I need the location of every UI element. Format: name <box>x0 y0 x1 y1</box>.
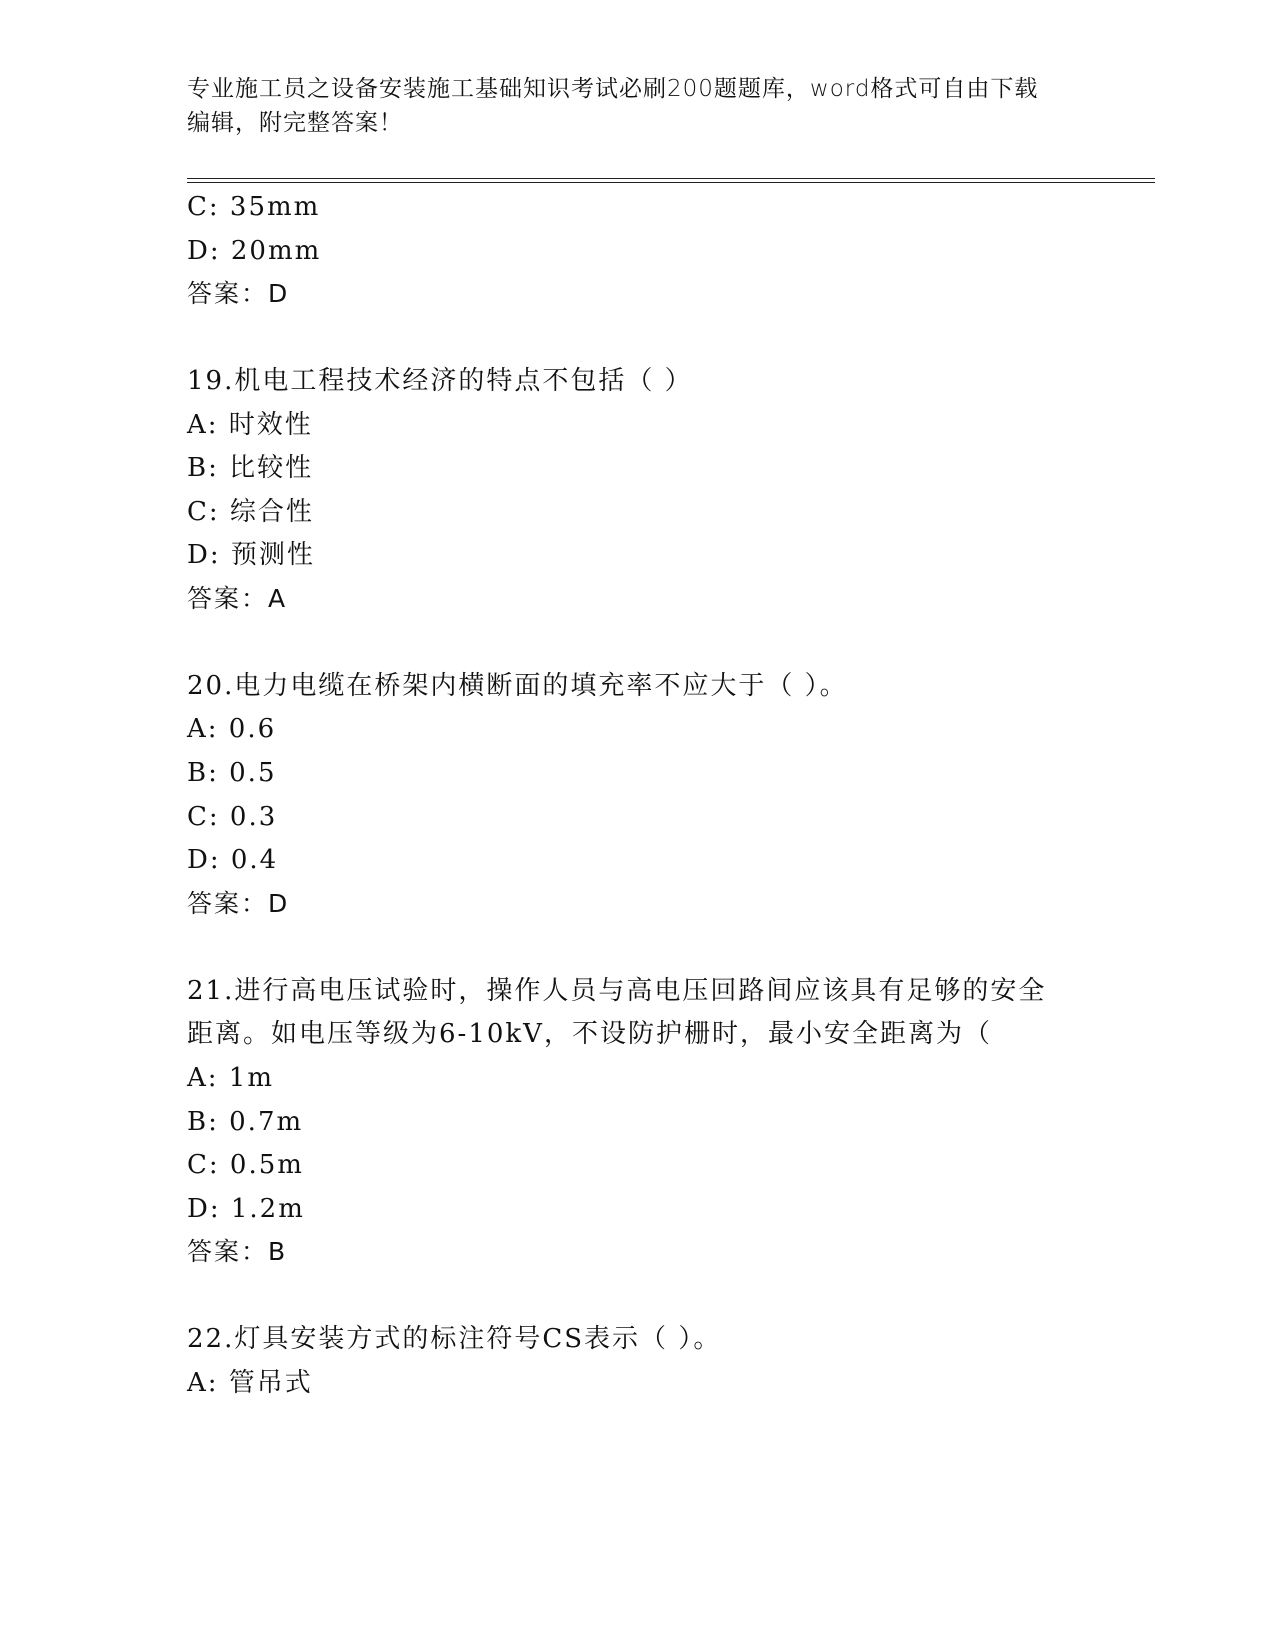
question-19-option-c: C: 综合性 <box>187 497 314 527</box>
question-20-option-a: A: 0.6 <box>187 714 277 744</box>
option-c: C: 35mm <box>187 192 321 222</box>
header-title <box>187 72 1087 140</box>
answer-line: 答案：D <box>187 279 290 308</box>
question-20-option-b: B: 0.5 <box>187 758 277 788</box>
question-19-answer: 答案：A <box>187 584 288 613</box>
question-21-option-b: B: 0.7m <box>187 1107 304 1137</box>
option-d: D: 20mm <box>187 236 322 266</box>
header-divider <box>187 178 1155 183</box>
question-20-option-d: D: 0.4 <box>187 845 279 875</box>
header-title-line-1: 专业施工员之设备安装施工基础知识考试必刷200题题库，word格式可自由下载 <box>187 76 1039 102</box>
question-21-option-d: D: 1.2m <box>187 1194 305 1224</box>
question-21-option-a: A: 1m <box>187 1063 274 1093</box>
question-19-option-d: D: 预测性 <box>187 540 315 570</box>
question-22-option-a: A: 管吊式 <box>187 1368 313 1398</box>
question-21-stem-line-2: 距离。如电压等级为6-10kV，不设防护栅时，最小安全距离为（ <box>187 1019 992 1049</box>
question-19-option-b: B: 比较性 <box>187 453 314 483</box>
question-19-option-a: A: 时效性 <box>187 410 313 440</box>
question-21-stem-line-1: 21.进行高电压试验时，操作人员与高电压回路间应该具有足够的安全 <box>187 976 1047 1006</box>
header-title-line-2: 编辑，附完整答案！ <box>187 110 403 136</box>
question-21-option-c: C: 0.5m <box>187 1150 304 1180</box>
question-20-option-c: C: 0.3 <box>187 802 278 832</box>
question-19-stem: 19.机电工程技术经济的特点不包括（ ） <box>187 366 693 396</box>
question-20-answer: 答案：D <box>187 889 290 918</box>
question-20-stem: 20.电力电缆在桥架内横断面的填充率不应大于（ ）。 <box>187 671 848 701</box>
question-21-answer: 答案：B <box>187 1237 288 1266</box>
question-22-stem: 22.灯具安装方式的标注符号CS表示（ ）。 <box>187 1324 722 1354</box>
